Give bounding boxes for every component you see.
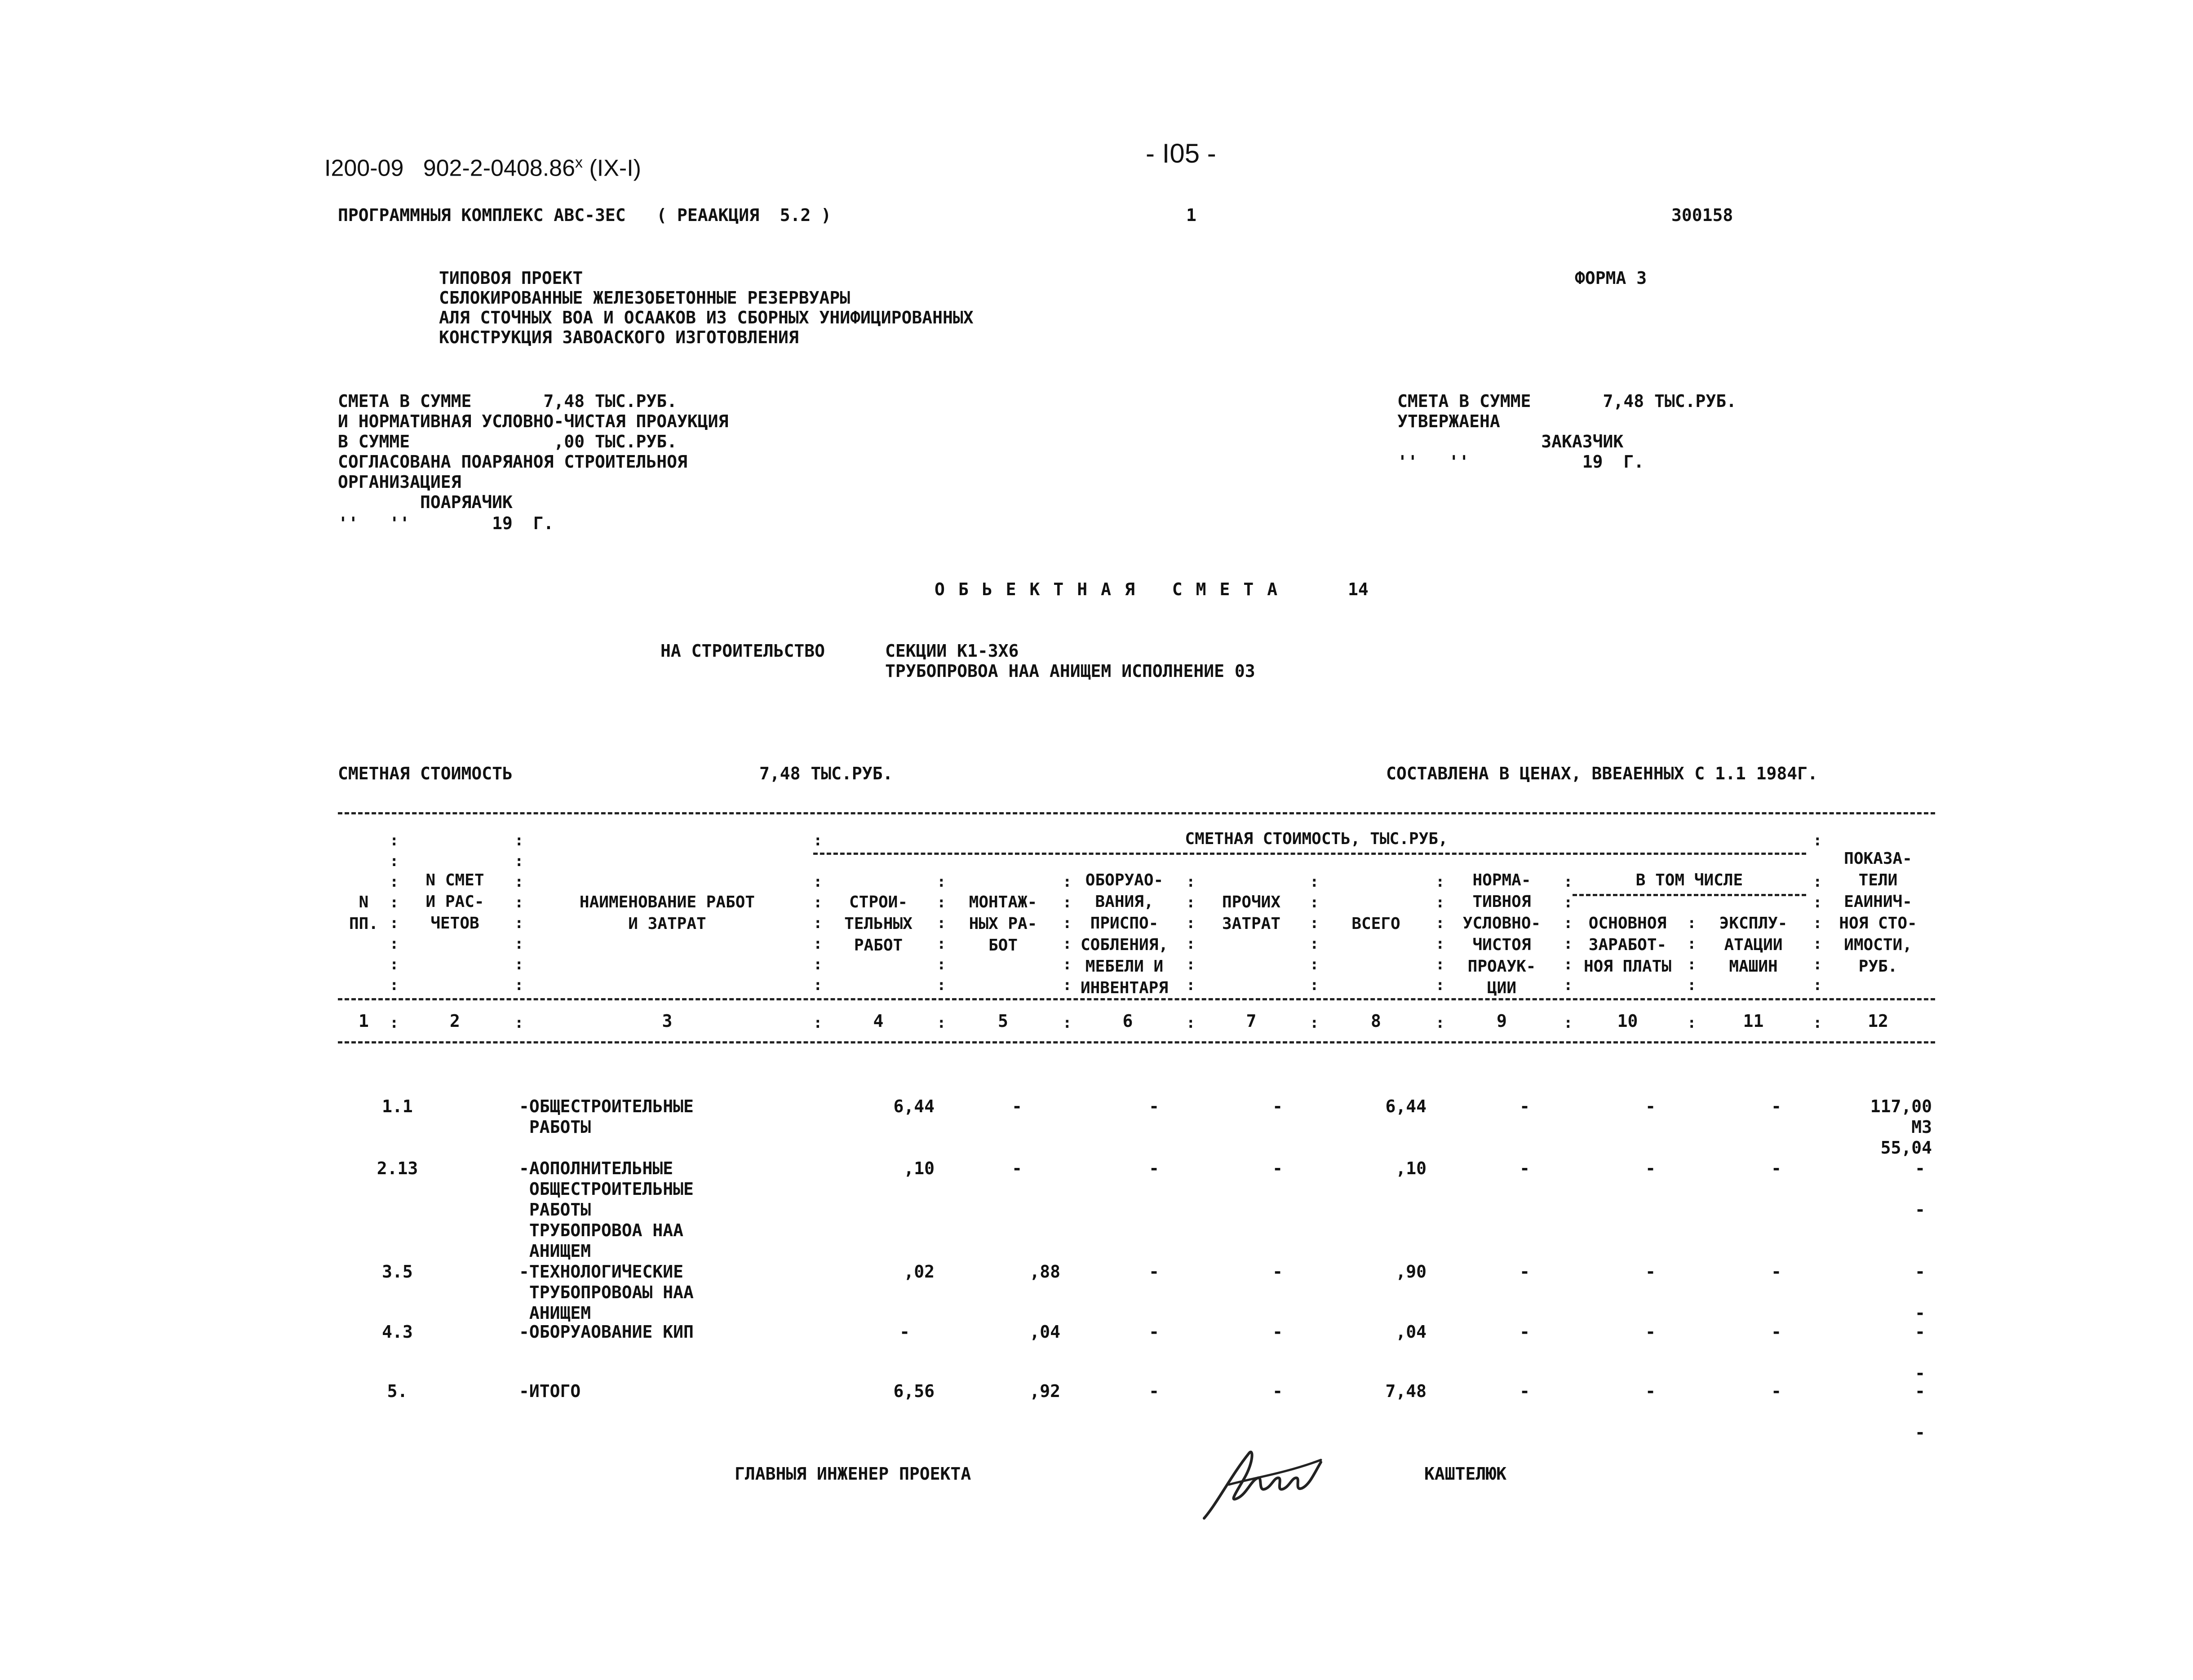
row-4-c4: -: [899, 1322, 910, 1342]
row-5-number: 5.: [387, 1381, 408, 1401]
software-line: ПРОГРАММНЫЯ КОМПЛЕКС АВС-ЗЕС ( РЕААКЦИЯ 5.2 ): [338, 205, 832, 225]
col-number: 4: [873, 1011, 884, 1031]
project-line-2: СБЛОКИРОВАННЫЕ ЖЕЛЕЗОБЕТОННЫЕ РЕЗЕРВУАРЫ: [439, 288, 851, 308]
row-4-c7: -: [1272, 1322, 1283, 1342]
col-header-3: НАИМЕНОВАНИЕ РАБОТ И ЗАТРАТ: [579, 893, 755, 933]
right-block-line-3: ЗАКАЗЧИК: [1397, 432, 1624, 451]
subject-line-1: СЕКЦИИ К1-3Х6: [885, 641, 1019, 661]
document-title: ОБЬЕКТНАЯ СМЕТА: [935, 579, 1291, 599]
col-header-9: НОРМА- ТИВНОЯ УСЛОВНО- ЧИСТОЯ ПРОАУК- ЦИИ: [1462, 871, 1541, 997]
signature-mark: [1186, 1435, 1330, 1525]
project-line-3: АЛЯ СТОЧНЫХ ВОА И ОСААКОВ ИЗ СБОРНЫХ УНИФИЦИРОВАННЫХ: [439, 308, 974, 327]
row-5-c4: 6,56: [893, 1381, 935, 1401]
col-separator: : : : : : :: [1063, 873, 1072, 994]
row-4-c5: ,04: [1029, 1322, 1060, 1342]
right-block-line-2: УТВЕРЖАЕНА: [1397, 411, 1500, 431]
row-2-c10: -: [1645, 1158, 1656, 1178]
col-separator: :: [937, 1014, 946, 1032]
col-header-2: N СМЕТ И РАС- ЧЕТОВ: [425, 871, 484, 933]
col-separator: :: [1813, 1014, 1822, 1032]
row-3-c10: -: [1645, 1262, 1656, 1282]
row-3-c9: -: [1520, 1262, 1530, 1282]
col-separator: :: [1186, 1014, 1196, 1032]
right-block-line-1: СМЕТА В СУММЕ 7,48 ТЫС.РУБ.: [1397, 391, 1737, 411]
col-separator: :: [813, 1014, 823, 1032]
col-separator: :: [1063, 1014, 1072, 1032]
row-4-number: 4.3: [382, 1322, 413, 1342]
row-1-c4: 6,44: [893, 1096, 935, 1116]
row-4-c10: -: [1645, 1322, 1656, 1342]
subject-label: НА СТРОИТЕЛЬСТВО: [660, 641, 825, 661]
doc-code: [324, 155, 641, 180]
row-4-c12: - -: [1915, 1322, 1925, 1383]
col-number: 10: [1617, 1011, 1638, 1031]
project-line-4: КОНСТРУКЦИЯ ЗАВОАСКОГО ИЗГОТОВЛЕНИЯ: [439, 327, 799, 347]
estimate-value: 7,48 ТЫС.РУБ.: [759, 764, 893, 783]
subgroup-header-rule: [1573, 894, 1806, 896]
doc-code-left: I200-09: [324, 155, 404, 181]
col-header-5: МОНТАЖ- НЫХ РА- БОТ: [969, 893, 1037, 955]
col-separator: : : : : : : : :: [390, 831, 399, 994]
prices-note: СОСТАВЛЕНА В ЦЕНАХ, ВВЕАЕННЫХ С 1.1 1984Г.: [1386, 764, 1818, 783]
row-2-c12: - -: [1915, 1158, 1925, 1220]
col-number: 11: [1743, 1011, 1764, 1031]
sheet-number: 1: [1186, 205, 1196, 225]
row-3-number: 3.5: [382, 1262, 413, 1282]
group-header: СМЕТНАЯ СТОИМОСТЬ, ТЫС.РУБ,: [1185, 830, 1448, 848]
row-2-c9: -: [1520, 1158, 1530, 1178]
col-number: 2: [450, 1011, 460, 1031]
row-4-name: -ОБОРУАОВАНИЕ КИП: [519, 1322, 694, 1342]
col-separator: : : : : : : : :: [514, 831, 524, 994]
col-separator: : : : : : :: [1564, 873, 1573, 994]
row-1-c8: 6,44: [1385, 1096, 1427, 1116]
col-number: 3: [662, 1011, 673, 1031]
page-number: - I05 -: [1146, 138, 1216, 168]
col-header-11: ЭКСПЛУ- АТАЦИИ МАШИН: [1719, 914, 1788, 976]
row-1-number: 1.1: [382, 1096, 413, 1116]
col-separator: :: [1310, 1014, 1319, 1032]
left-block-line-3: В СУММЕ ,00 ТЫС.РУБ.: [338, 432, 677, 451]
row-2-c6: -: [1149, 1158, 1159, 1178]
col-header-1: N ПП.: [349, 893, 379, 933]
col-separator: : : : : : :: [937, 873, 946, 994]
doc-code-suffix: (IX-I): [589, 155, 641, 181]
row-1-c11: -: [1771, 1096, 1781, 1116]
col-separator: :: [390, 1014, 399, 1032]
group-header-rule: [813, 853, 1806, 855]
col-separator: : : : : : :: [1186, 873, 1196, 994]
form-label: ФОРМА 3: [1575, 268, 1647, 288]
row-1-c9: -: [1520, 1096, 1530, 1116]
row-5-name: -ИТОГО: [519, 1381, 581, 1401]
left-block-line-6: ПОАРЯАЧИК: [338, 492, 513, 512]
row-5-c7: -: [1272, 1381, 1283, 1401]
col-number: 6: [1122, 1011, 1133, 1031]
col-separator: :: [514, 1014, 524, 1032]
col-separator: : : : : : :: [1435, 873, 1445, 994]
col-separator: : : : : : : :: [1813, 831, 1822, 994]
doc-code-number: 902-2-0408.86: [423, 155, 575, 181]
row-4-c11: -: [1771, 1322, 1781, 1342]
row-4-c8: ,04: [1396, 1322, 1427, 1342]
row-2-c4: ,10: [904, 1158, 935, 1178]
col-number: 12: [1868, 1011, 1888, 1031]
row-1-c6: -: [1149, 1096, 1159, 1116]
row-1-c10: -: [1645, 1096, 1656, 1116]
row-3-c5: ,88: [1029, 1262, 1060, 1282]
col-separator: :: [1564, 1014, 1573, 1032]
row-1-name: -ОБЩЕСТРОИТЕЛЬНЫЕ РАБОТЫ: [519, 1096, 694, 1137]
col-separator: : : : : : :: [1310, 873, 1319, 994]
row-1-c5: -: [1012, 1096, 1022, 1116]
row-4-c9: -: [1520, 1322, 1530, 1342]
row-5-c9: -: [1520, 1381, 1530, 1401]
col-header-8: ВСЕГО: [1351, 915, 1400, 933]
col-number: 1: [359, 1011, 369, 1031]
col-number: 8: [1371, 1011, 1381, 1031]
row-4-c6: -: [1149, 1322, 1159, 1342]
row-3-c12: - -: [1915, 1262, 1925, 1323]
col-separator: :: [1687, 1014, 1697, 1032]
project-line-1: ТИПОВОЯ ПРОЕКТ: [439, 268, 583, 288]
col-header-10: ОСНОВНОЯ ЗАРАБОТ- НОЯ ПЛАТЫ: [1583, 914, 1672, 976]
left-block-line-7: '' '' 19 Г.: [338, 513, 554, 533]
left-block-line-1: СМЕТА В СУММЕ 7,48 ТЫС.РУБ.: [338, 391, 677, 411]
col-numbers-rule: [338, 1041, 1935, 1043]
row-5-c5: ,92: [1029, 1381, 1060, 1401]
row-3-c7: -: [1272, 1262, 1283, 1282]
row-3-c8: ,90: [1396, 1262, 1427, 1282]
doc-code-sup: x: [575, 154, 583, 171]
col-number: 5: [998, 1011, 1008, 1031]
row-5-c11: -: [1771, 1381, 1781, 1401]
row-3-c6: -: [1149, 1262, 1159, 1282]
row-2-c5: -: [1012, 1158, 1022, 1178]
row-5-c8: 7,48: [1385, 1381, 1427, 1401]
left-block-line-4: СОГЛАСОВАНА ПОАРЯАНОЯ СТРОИТЕЛЬНОЯ: [338, 452, 687, 472]
col-number: 7: [1246, 1011, 1257, 1031]
col-header-7: ПРОЧИХ ЗАТРАТ: [1222, 893, 1281, 933]
row-2-c8: ,10: [1396, 1158, 1427, 1178]
subgroup-header: В ТОМ ЧИСЛЕ: [1635, 871, 1743, 889]
left-block-line-5: ОРГАНИЗАЦИЕЯ: [338, 472, 461, 492]
subject-line-2: ТРУБОПРОВОА НАА АНИЩЕМ ИСПОЛНЕНИЕ 03: [885, 661, 1255, 681]
row-2-c11: -: [1771, 1158, 1781, 1178]
row-2-number: 2.13: [377, 1158, 418, 1178]
row-1-c7: -: [1272, 1096, 1283, 1116]
estimate-label: СМЕТНАЯ СТОИМОСТЬ: [338, 764, 513, 783]
document-code: 300158: [1671, 205, 1733, 225]
row-2-name: -АОПОЛНИТЕЛЬНЫЕ ОБЩЕСТРОИТЕЛЬНЫЕ РАБОТЫ ТРУБОПРОВОА НАА АНИЩЕМ: [519, 1158, 694, 1261]
document-title-number: 14: [1348, 579, 1369, 599]
left-block-line-2: И НОРМАТИВНАЯ УСЛОВНО-ЧИСТАЯ ПРОАУКЦИЯ: [338, 411, 729, 431]
row-5-c6: -: [1149, 1381, 1159, 1401]
table-top-rule: [338, 812, 1935, 814]
col-header-4: СТРОИ- ТЕЛЬНЫХ РАБОТ: [844, 893, 913, 955]
row-5-c12: - -: [1915, 1381, 1925, 1442]
row-3-c11: -: [1771, 1262, 1781, 1282]
col-header-12: ПОКАЗА- ТЕЛИ ЕАИНИЧ- НОЯ СТО- ИМОСТИ, РУБ.: [1839, 849, 1917, 976]
row-5-c10: -: [1645, 1381, 1656, 1401]
col-header-6: ОБОРУАО- ВАНИЯ, ПРИСПО- СОБЛЕНИЯ, МЕБЕЛИ И ИНВЕНТАРЯ: [1080, 871, 1169, 997]
row-1-c12: 117,00 М3 55,04: [1870, 1096, 1932, 1158]
chief-engineer-label: ГЛАВНЫЯ ИНЖЕНЕР ПРОЕКТА: [735, 1464, 971, 1484]
col-separator: : : : : : : :: [813, 831, 823, 994]
col-number: 9: [1497, 1011, 1507, 1031]
row-2-c7: -: [1272, 1158, 1283, 1178]
right-block-line-4: '' '' 19 Г.: [1397, 452, 1644, 472]
row-3-c4: ,02: [904, 1262, 935, 1282]
chief-engineer-name: КАШТЕЛЮК: [1424, 1464, 1507, 1484]
row-3-name: -ТЕХНОЛОГИЧЕСКИЕ ТРУБОПРОВОАЫ НАА АНИЩЕМ: [519, 1262, 694, 1323]
col-separator: : : : :: [1687, 914, 1697, 994]
col-separator: :: [1435, 1014, 1445, 1032]
